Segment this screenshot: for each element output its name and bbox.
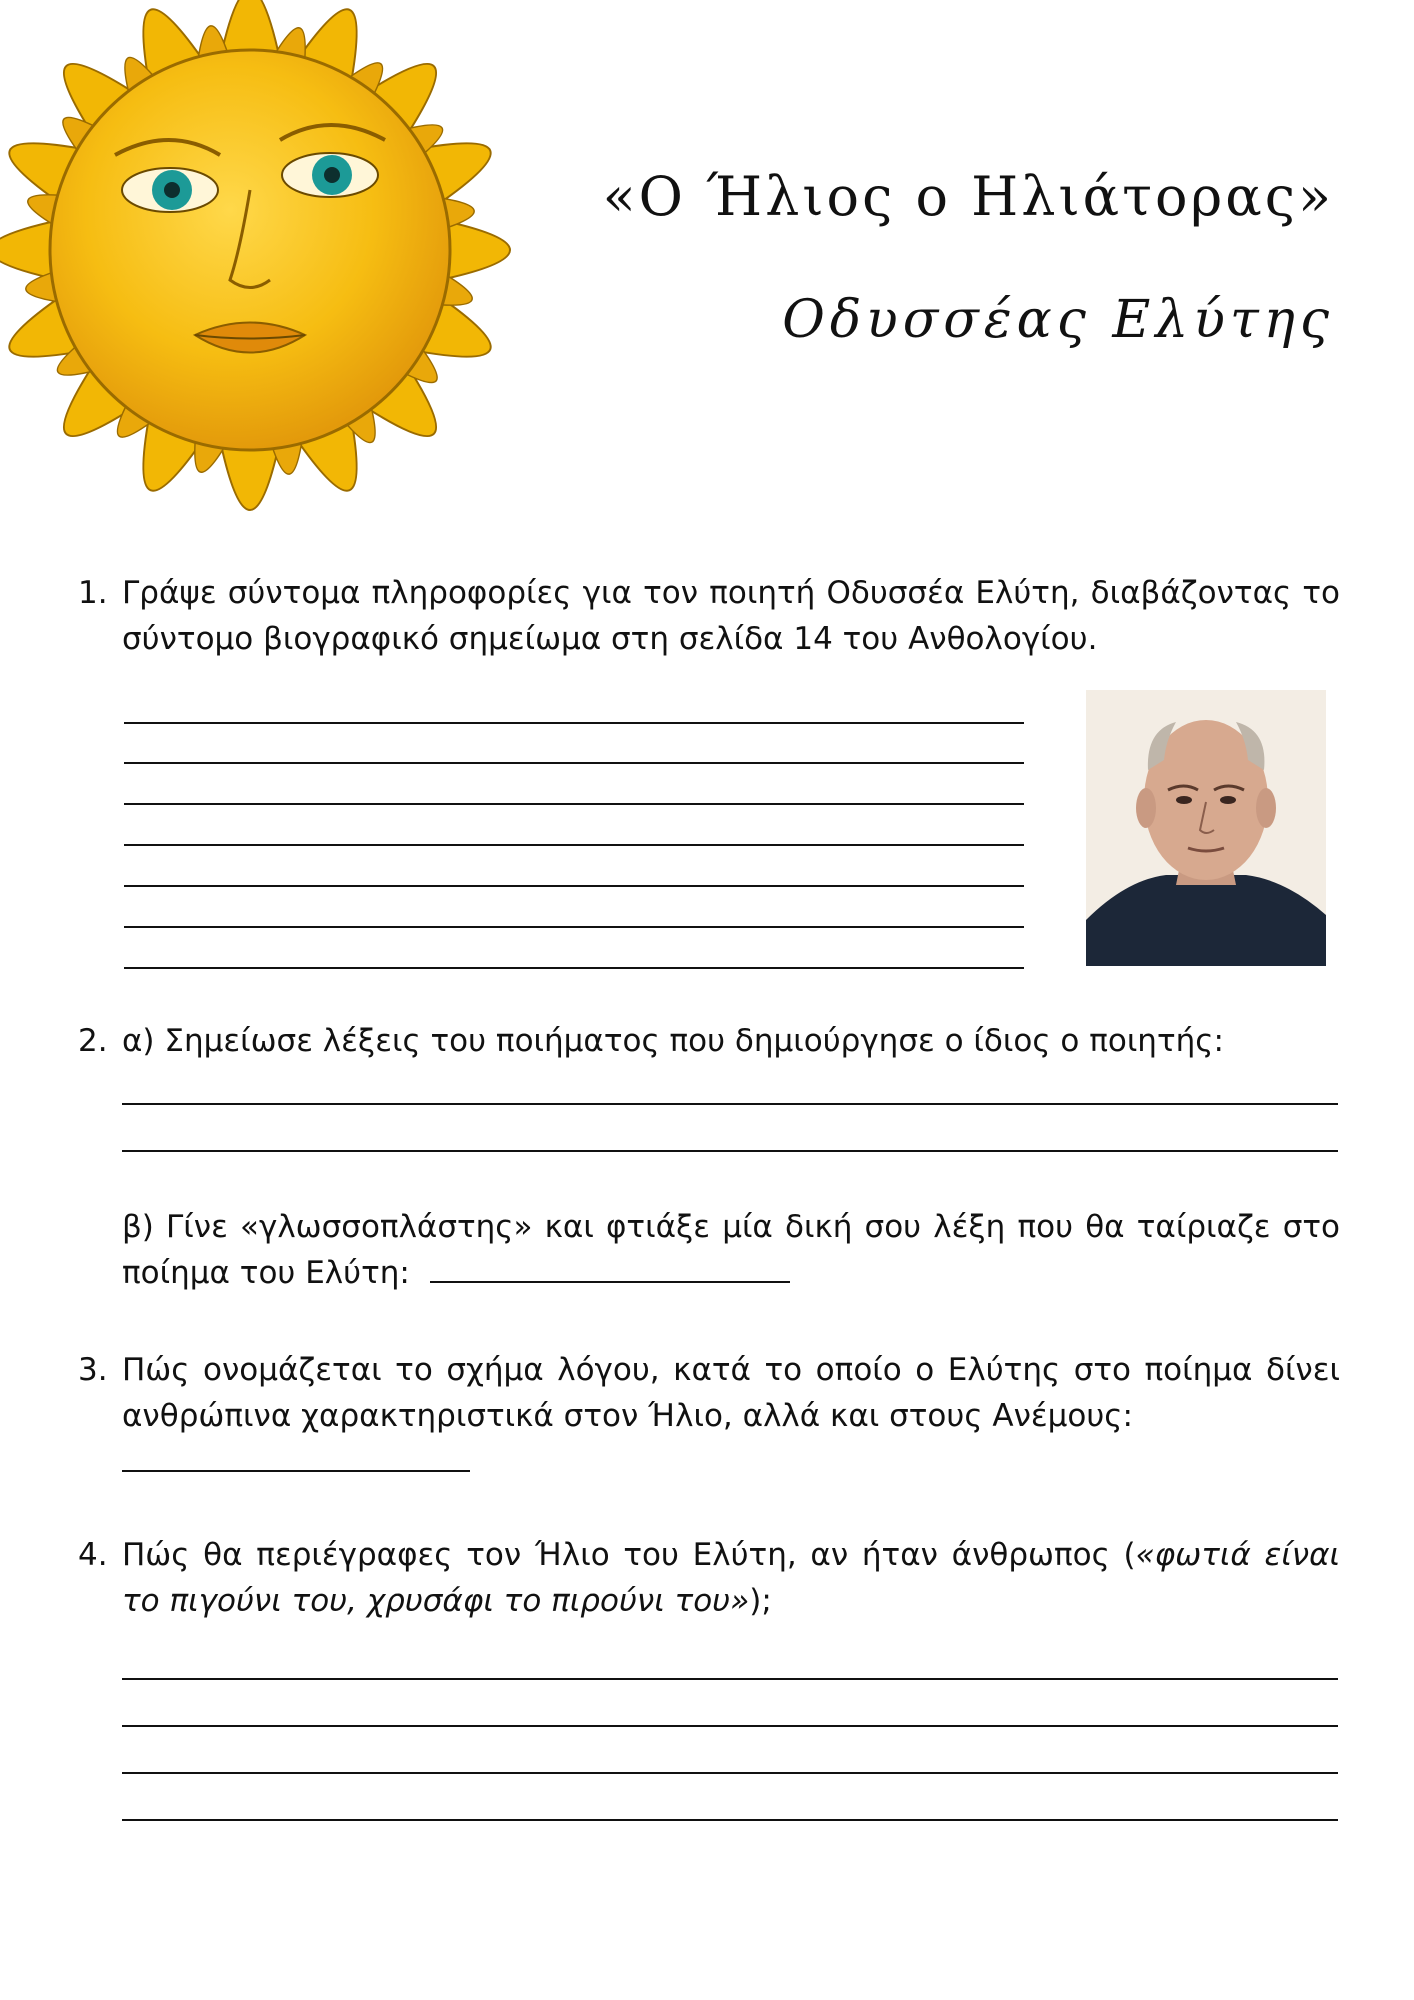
answer-line[interactable] [124,885,1024,887]
answer-line[interactable] [122,1772,1338,1774]
answer-line[interactable] [122,1150,1338,1152]
question-3 [78,1347,1340,1485]
answer-line[interactable] [124,803,1024,805]
answer-blank[interactable] [430,1251,790,1283]
question-2b [78,1204,1340,1296]
answer-line[interactable] [122,1678,1338,1680]
question-4 [78,1532,1340,1624]
answer-line[interactable] [124,926,1024,928]
answer-line[interactable] [122,1103,1338,1105]
question-text: Γράψε σύντομα πληροφορίες για τον ποιητή Οδυσσέα Ελύτη, διαβάζοντας το σύντομο βιογραφικό σημείωμα στη σελίδα 14 του Ανθολογίου. [122,575,1340,657]
sun-face-illustration [0,0,660,600]
question-2a [78,1018,1340,1064]
answer-line[interactable] [122,1725,1338,1727]
question-text: β) Γίνε «γλωσσοπλάστης» και φτιάξε μία δική σου λέξη που θα ταίριαζε στο ποίημα του Ελύτη: [122,1209,1340,1291]
poem-quote: «φωτιά είναι το πιγούνι του, χρυσάφι το πιρούνι του» [122,1537,1340,1619]
question-text-end: ); [749,1583,772,1619]
answer-line[interactable] [124,844,1024,846]
question-text: Πώς θα περιέγραφες τον Ήλιο του Ελύτη, αν ήταν άνθρωπος ( [122,1537,1136,1573]
worksheet-title: «Ο Ήλιος ο Ηλιάτορας» [602,165,1334,228]
answer-line[interactable] [122,1819,1338,1821]
question-text: α) Σημείωσε λέξεις του ποιήματος που δημιούργησε ο ίδιος ο ποιητής: [122,1023,1224,1059]
question-1 [78,570,1340,662]
question-number: 3. [78,1352,108,1388]
poet-portrait-photo [1086,690,1326,966]
poet-name: Οδυσσέας Ελύτης [782,290,1334,350]
question-text: Πώς ονομάζεται το σχήμα λόγου, κατά το οποίο ο Ελύτης στο ποίημα δίνει ανθρώπινα χαρακτηριστικά στον Ήλιο, αλλά και στους Ανέμους: [122,1352,1340,1434]
answer-blank[interactable] [122,1440,470,1472]
question-number: 1. [78,575,108,611]
question-number: 2. [78,1023,108,1059]
answer-line[interactable] [124,967,1024,969]
question-number: 4. [78,1537,108,1573]
answer-line[interactable] [124,722,1024,724]
answer-line[interactable] [124,762,1024,764]
